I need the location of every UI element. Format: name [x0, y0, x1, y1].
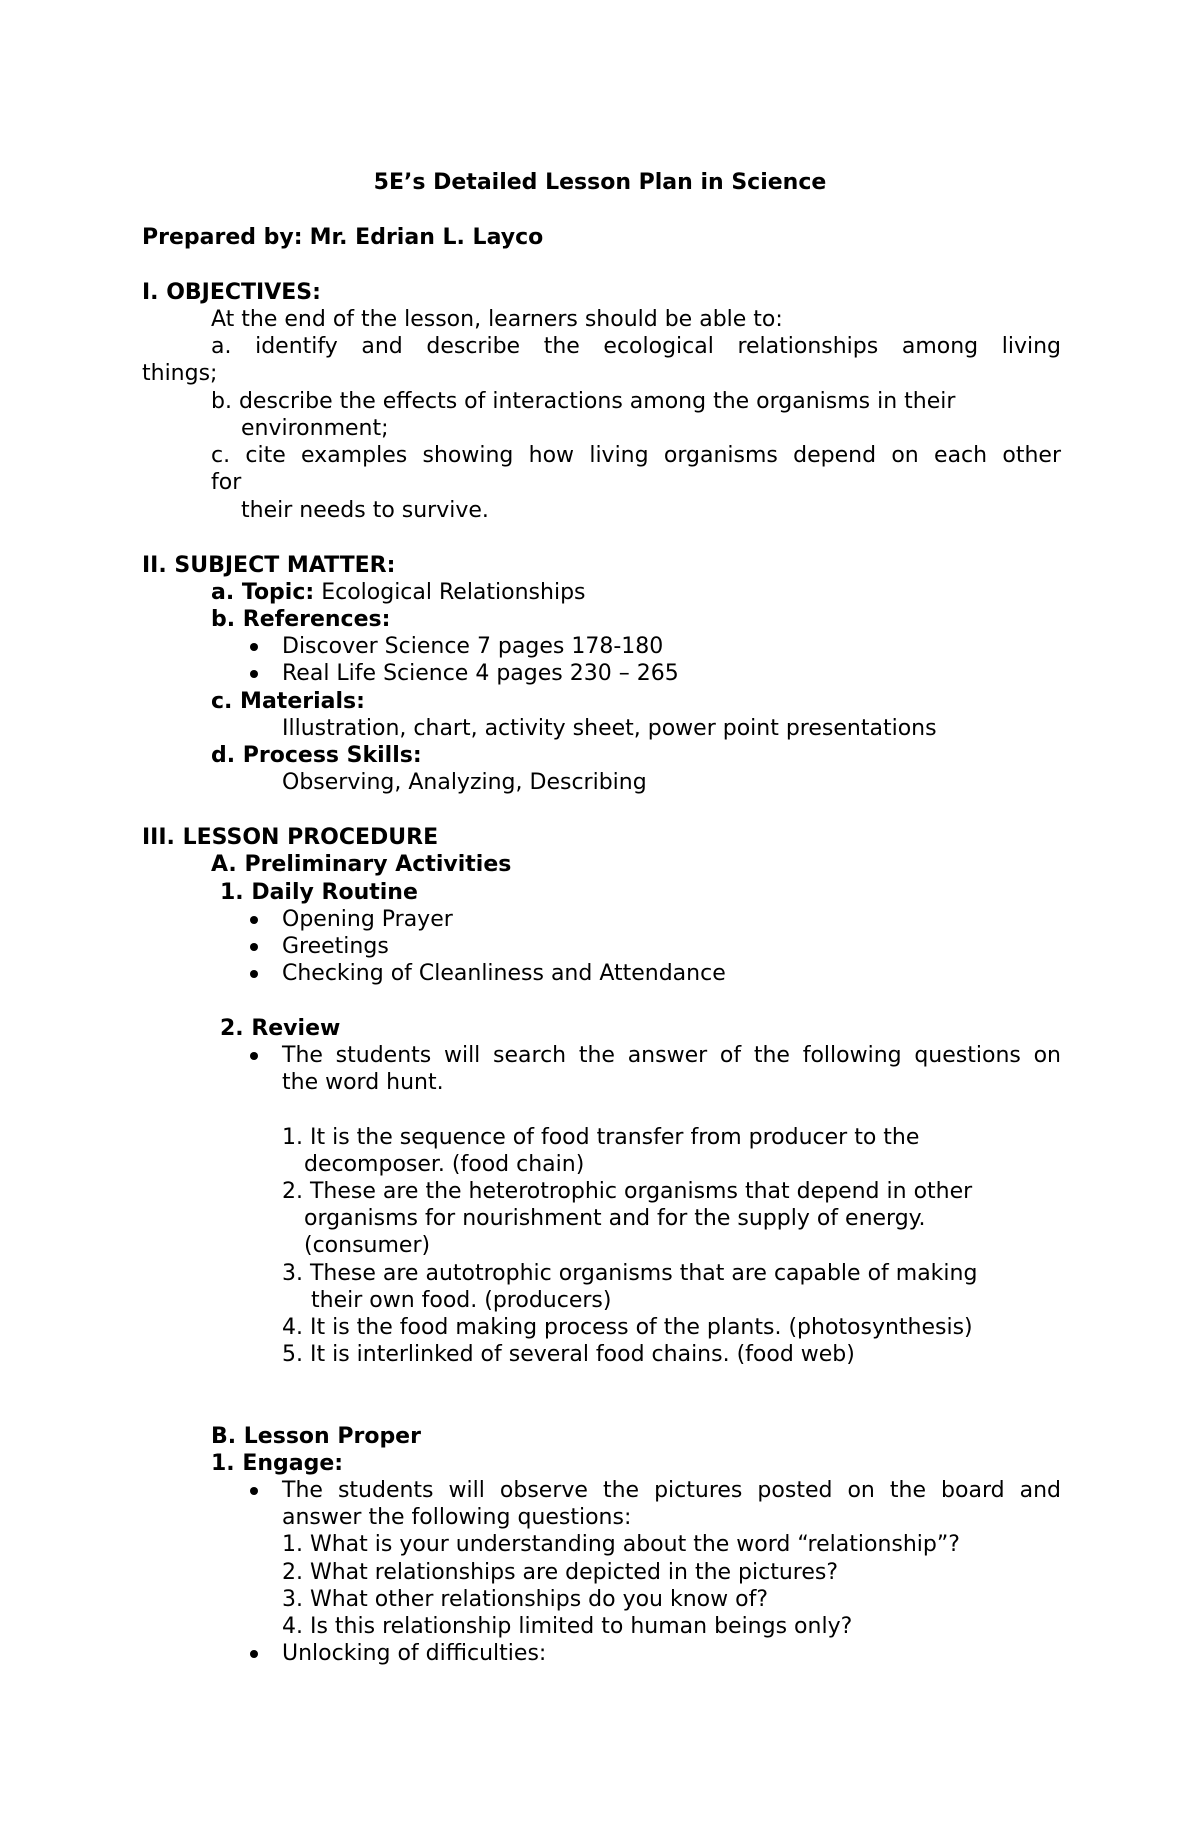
review-question: 1. It is the sequence of food transfer from producer to the	[282, 1125, 920, 1150]
reference-item: Real Life Science 4 pages 230 – 265	[282, 661, 679, 686]
bullet-icon	[250, 1487, 258, 1495]
topic-line	[211, 580, 586, 606]
routine-item: Opening Prayer	[282, 907, 453, 932]
objective-a-line2: things;	[142, 361, 218, 386]
bullet-icon	[250, 643, 258, 651]
review-question: 5. It is interlinked of several food chains. (food web)	[282, 1342, 855, 1367]
topic-label: a. Topic:	[211, 580, 315, 605]
reference-item: Discover Science 7 pages 178-180	[282, 634, 664, 659]
review-question: 4. It is the food making process of the plants. (photosynthesis)	[282, 1315, 973, 1340]
review-bullet-line2: the word hunt.	[282, 1070, 444, 1095]
review-question: 3. These are autotrophic organisms that are capable of making	[282, 1261, 978, 1286]
bullet-icon	[250, 916, 258, 924]
engage-bullet-line1: The students will observe the pictures posted on the board and	[282, 1478, 1061, 1503]
prepared-by	[142, 225, 543, 251]
procedure-heading: III. LESSON PROCEDURE	[142, 825, 439, 850]
objective-c-line1: c. cite examples showing how living organisms depend on each other	[211, 443, 1061, 468]
lesson-proper-heading: B. Lesson Proper	[211, 1424, 421, 1449]
prepared-name: Mr. Edrian L. Layco	[309, 225, 544, 250]
engage-question: 4. Is this relationship limited to human beings only?	[282, 1614, 853, 1639]
bullet-icon	[250, 1052, 258, 1060]
engage-question: 3. What other relationships do you know of?	[282, 1587, 768, 1612]
objectives-heading: I. OBJECTIVES:	[142, 280, 321, 305]
objective-c-line3: their needs to survive.	[241, 498, 489, 523]
preliminary-heading: A. Preliminary Activities	[211, 852, 512, 877]
review-question-cont: (consumer)	[304, 1233, 431, 1258]
objective-c-line2: for	[211, 470, 242, 495]
unlocking-item: Unlocking of difficulties:	[282, 1641, 547, 1666]
engage-question: 1. What is your understanding about the word “relationship”?	[282, 1532, 960, 1557]
objective-a-line1: a. identify and describe the ecological relationships among living	[211, 334, 1061, 359]
skills-label: d. Process Skills:	[211, 743, 422, 768]
bullet-icon	[250, 670, 258, 678]
objective-b-line2: environment;	[241, 416, 389, 441]
materials-value: Illustration, chart, activity sheet, power point presentations	[282, 716, 937, 741]
bullet-icon	[250, 970, 258, 978]
review-question-cont: their own food. (producers)	[311, 1288, 612, 1313]
routine-item: Greetings	[282, 934, 389, 959]
page-title: 5E’s Detailed Lesson Plan in Science	[373, 170, 827, 195]
bullet-icon	[250, 943, 258, 951]
engage-heading: 1. Engage:	[211, 1451, 344, 1476]
topic-value: Ecological Relationships	[321, 580, 586, 605]
review-question-cont: organisms for nourishment and for the supply of energy.	[304, 1206, 926, 1231]
skills-value: Observing, Analyzing, Describing	[282, 770, 647, 795]
materials-label: c. Materials:	[211, 689, 365, 714]
daily-routine-heading: 1. Daily Routine	[220, 880, 418, 905]
review-heading: 2. Review	[220, 1016, 341, 1041]
bullet-icon	[250, 1650, 258, 1658]
prepared-label: Prepared by:	[142, 225, 303, 250]
objective-b-line1: b. describe the effects of interactions among the organisms in their	[211, 389, 956, 414]
routine-item: Checking of Cleanliness and Attendance	[282, 961, 726, 986]
engage-bullet-line2: answer the following questions:	[282, 1505, 632, 1530]
objectives-intro: At the end of the lesson, learners should be able to:	[211, 307, 783, 332]
review-question-cont: decomposer. (food chain)	[304, 1152, 585, 1177]
references-label: b. References:	[211, 607, 391, 632]
engage-question: 2. What relationships are depicted in the pictures?	[282, 1560, 839, 1585]
subject-heading: II. SUBJECT MATTER:	[142, 553, 396, 578]
review-bullet-line1: The students will search the answer of the following questions on	[282, 1043, 1061, 1068]
review-question: 2. These are the heterotrophic organisms that depend in other	[282, 1179, 973, 1204]
